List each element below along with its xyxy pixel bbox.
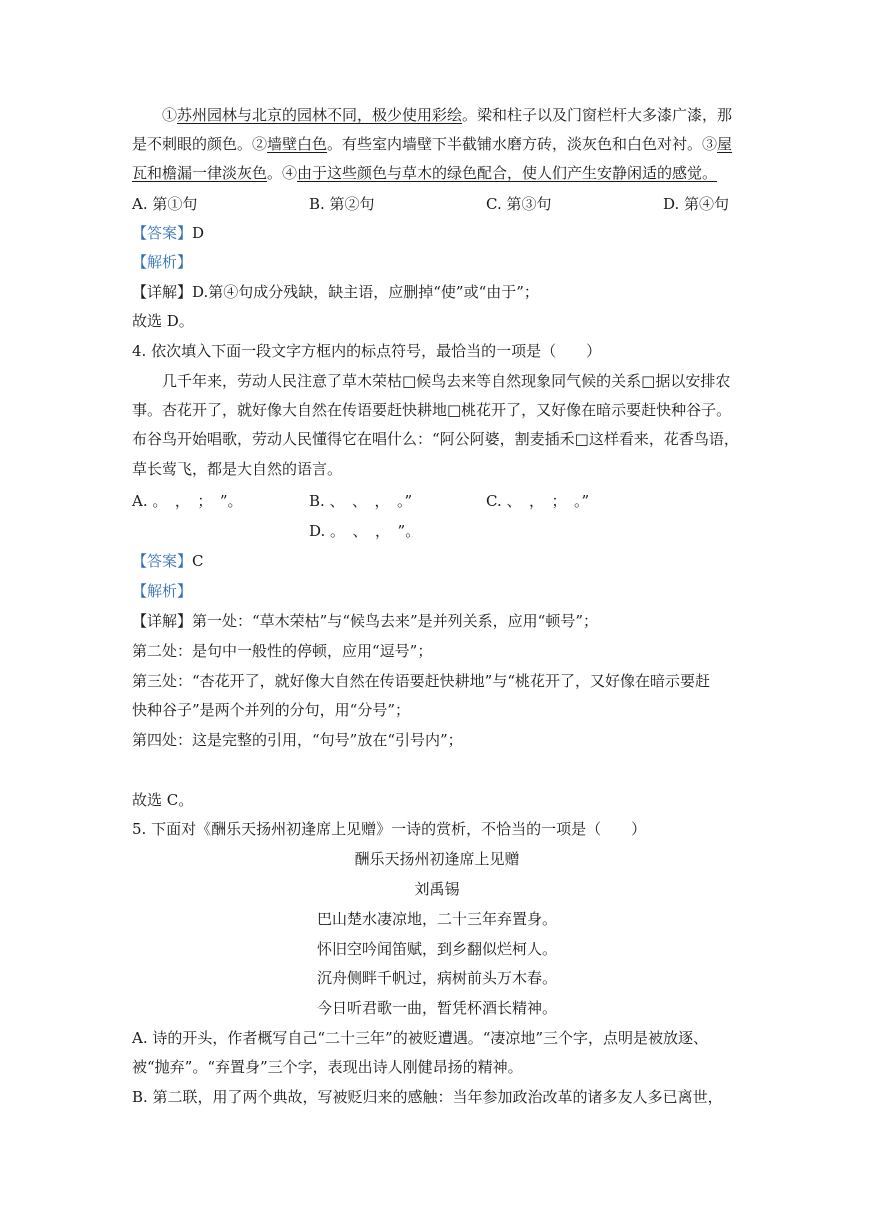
answer-tag: 【答案】 [132,552,193,570]
q3-detail: 【详解】D.第④句成分残缺，缺主语，应删掉“使”或“由于”； [132,283,539,301]
q5-option-a-line-2: 被“抛弃”。“弃置身”三个字，表现出诗人刚健昂扬的精神。 [132,1058,523,1076]
poem-line-4: 今日听君歌一曲，暂凭杯酒长精神。 [316,999,557,1017]
q5-stem: 5. 下面对《酬乐天扬州初逢席上见赠》一诗的赏析，不恰当的一项是（ ） [132,820,647,838]
q3-conclusion: 故选 D。 [132,312,194,330]
q3-answer: 【答案】D [132,224,205,242]
q4-detail-2: 第二处：是句中一般性的停顿，应用“逗号”； [132,642,433,660]
q4-answer: 【答案】C [132,552,204,570]
q4-option-d: D. 。 、 ， ”。 [309,522,421,540]
q5-option-a-line-1: A. 诗的开头，作者概写自己“二十三年”的被贬遭遇。“凄凉地”三个字，点明是被放逐、 [132,1029,709,1047]
q4-passage-line-3: 布谷鸟开始唱歌，劳动人民懂得它在唱什么：“阿公阿婆，割麦插禾□这样看来，花香鸟语， [132,430,739,448]
q3-passage-line-3: 瓦和檐漏一律淡灰色。④由于这些颜色与草木的绿色配合，使人们产生安静闲适的感觉。 [132,164,718,182]
q4-passage-line-1: 几千年来，劳动人民注意了草木荣枯□候鸟去来等自然现象同气候的关系□据以安排农 [162,372,731,390]
q3-option-d: D. 第④句 [663,195,730,213]
q4-detail-3: 第三处：“杏花开了，就好像大自然在传语要赶快耕地”与“桃花开了，又好像在暗示要赶 [132,672,711,690]
q3-analysis-tag: 【解析】 [132,253,193,271]
q3-passage-line-1: ①苏州园林与北京的园林不同，极少使用彩绘。梁和柱子以及门窗栏杆大多漆广漆，那 [162,106,733,124]
q4-passage-line-2: 事。杏花开了，就好像大自然在传语要赶快耕地□桃花开了，又好像在暗示要赶快种谷子。 [132,401,732,419]
q4-option-c: C. 、 ， ； 。” [486,492,590,510]
poem-line-1: 巴山楚水凄凉地，二十三年弃置身。 [316,910,557,928]
poem-line-2: 怀旧空吟闻笛赋，到乡翻似烂柯人。 [316,940,557,958]
q4-option-a: A. 。 ， ； ”。 [132,492,243,510]
q3-passage-line-2: 是不刺眼的颜色。②墙壁白色。有些室内墙壁下半截铺水磨方砖，淡灰色和白色对衬。③屋 [132,135,733,153]
answer-tag: 【答案】 [132,224,193,242]
poem-author: 刘禹锡 [414,880,460,898]
q4-conclusion: 故选 C。 [132,791,194,809]
q5-option-b-line-1: B. 第二联，用了两个典故，写被贬归来的感触：当年参加政治改革的诸多友人多已离世， [132,1088,723,1106]
q3-option-c: C. 第③句 [486,195,552,213]
q4-passage-line-4: 草长莺飞，都是大自然的语言。 [132,460,343,478]
q4-option-b: B. 、 、 ， 。” [309,492,413,510]
q4-detail-5: 第四处：这是完整的引用，“句号”放在“引号内”； [132,731,463,749]
poem-title: 酬乐天扬州初逢席上见赠 [354,850,520,868]
poem-line-3: 沉舟侧畔千帆过，病树前头万木春。 [316,969,557,987]
q3-option-a: A. 第①句 [132,195,198,213]
q3-option-b: B. 第②句 [309,195,375,213]
q4-detail-1: 【详解】第一处：“草木荣枯”与“候鸟去来”是并列关系，应用“顿号”； [132,612,599,630]
q4-analysis-tag: 【解析】 [132,582,193,600]
q4-detail-4: 快种谷子”是两个并列的分句，用“分号”； [132,701,411,719]
q4-stem: 4. 依次填入下面一段文字方框内的标点符号，最恰当的一项是（ ） [132,342,602,360]
